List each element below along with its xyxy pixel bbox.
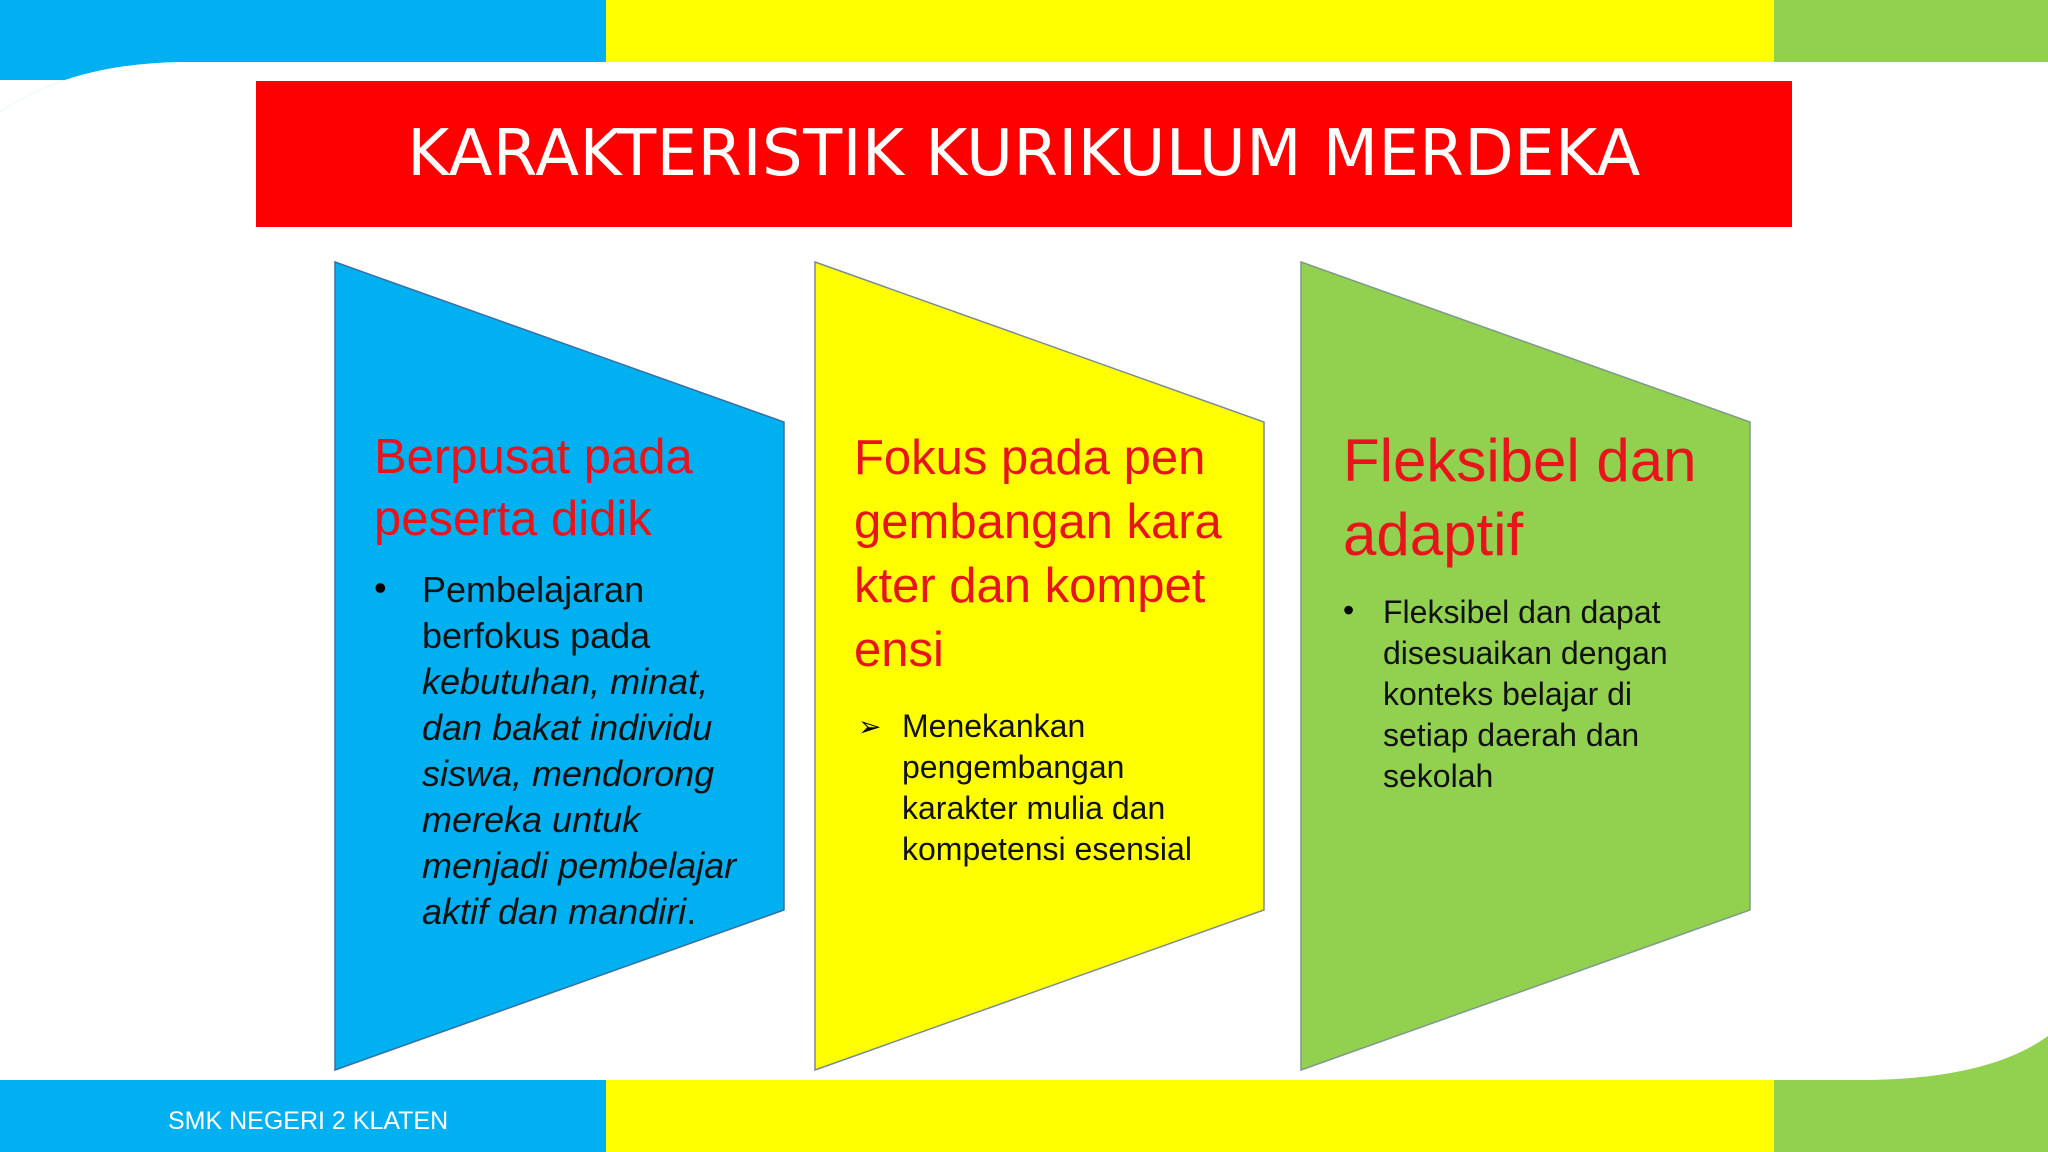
card-bullet-list	[854, 706, 1224, 870]
card-bullet-item	[374, 567, 774, 935]
top-strip-yellow	[606, 0, 1774, 66]
card-bullet-item	[1343, 592, 1723, 797]
bullet-prefix: Pembelajaran berfokus pada	[422, 569, 651, 656]
bottom-strip-yellow	[606, 1080, 1774, 1152]
card-bullet-item	[854, 706, 1224, 870]
card-heading: Fokus pada pengembangan karakter dan kompetensi	[854, 431, 1222, 677]
bullet-suffix: .	[686, 891, 697, 932]
card-flexible-adaptive	[1343, 424, 1723, 797]
card-bullet-list	[1343, 592, 1723, 797]
card-heading: Fleksibel dan adaptif	[1343, 427, 1697, 568]
bullet-text: Menekankan pengembangan karakter mulia dan kompetensi esensial	[902, 708, 1192, 867]
slide-title: KARAKTERISTIK KURIKULUM MERDEKA	[407, 117, 1641, 191]
bullet-emphasis: kebutuhan, minat, dan bakat individu siswa, mendorong mereka untuk menjadi pembelajar aktif dan mandiri	[422, 661, 737, 932]
footer-school-name: SMK NEGERI 2 KLATEN	[168, 1107, 449, 1135]
card-bullet-list	[374, 567, 774, 935]
top-strip-green	[1774, 0, 2048, 66]
round-bullet-icon: •	[1343, 592, 1355, 628]
title-banner	[256, 81, 1792, 227]
card-heading: Berpusat pada peserta didik	[374, 430, 693, 546]
bullet-text: Fleksibel dan dapat disesuaikan dengan konteks belajar di setiap daerah dan sekolah	[1383, 594, 1668, 794]
bottom-right-green-curve	[1870, 1036, 2048, 1080]
card-student-centered	[374, 426, 774, 935]
round-bullet-icon: •	[374, 567, 387, 608]
bottom-strip-green	[1774, 1080, 2048, 1152]
card-character-focus	[854, 426, 1224, 870]
arrow-bullet-icon: ➢	[858, 711, 882, 742]
